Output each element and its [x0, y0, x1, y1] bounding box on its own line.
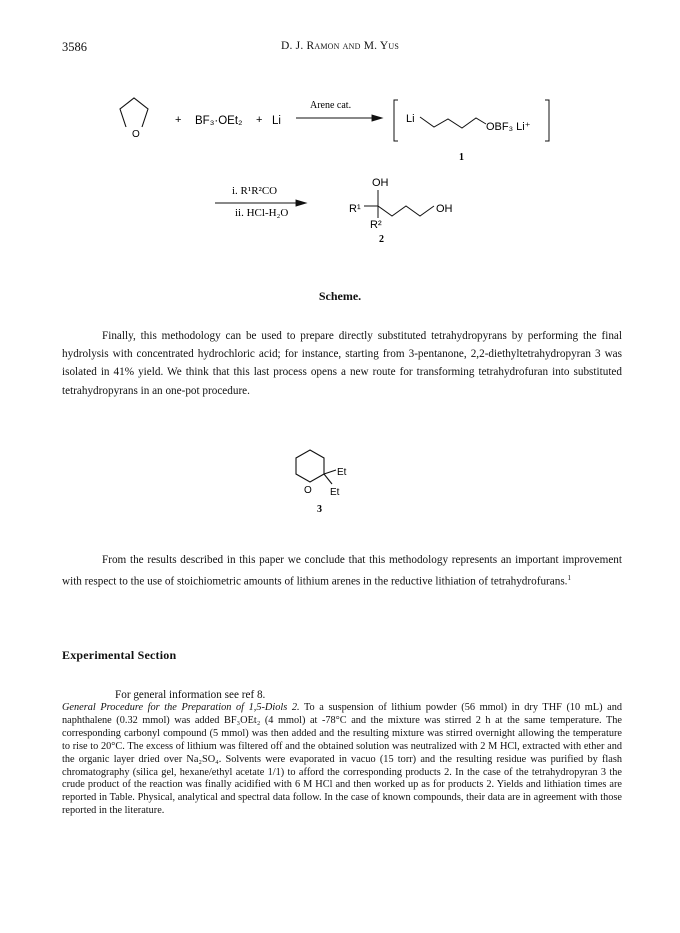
arrow-label-arene: Arene cat. — [310, 100, 352, 111]
product-oh-top: OH — [372, 177, 389, 189]
compound-2-label: 2 — [379, 234, 384, 245]
thf-structure — [120, 98, 148, 127]
bf3-reagent: BF₃·OEt₂ — [195, 115, 243, 127]
product-oh-end: OH — [436, 203, 453, 215]
thf-oxygen-label: O — [132, 129, 140, 140]
compound-3-ethyl-2: Et — [330, 487, 340, 498]
intermediate-obf3: OBF₃ Li⁺ — [486, 121, 531, 133]
product-r1: R¹ — [349, 203, 361, 215]
compound-3-label: 3 — [317, 504, 322, 515]
procedure-title: General Procedure for the Preparation of 1,5-Diols 2. — [62, 702, 300, 713]
compound-1-label: 1 — [459, 152, 464, 163]
plus-sign-2: + — [256, 114, 263, 126]
reaction-scheme — [0, 0, 680, 300]
reaction-arrow-1 — [296, 115, 382, 121]
reaction-arrow-2 — [215, 200, 306, 206]
paragraph-tetrahydropyrans: Finally, this methodology can be used to prepare directly substituted tetrahydropyrans by performing the final hydrolysis with concentrated hydrochloric acid; for instance, starting from 3-pentanone, 2,2-diethyltetrahydropyran 3 was isolated in 41% yield. We think that this last process opens a new route for transforming tetrahydrofuran into substituted tetrahydropyrans in an one-pot procedure. — [62, 330, 622, 397]
tetrahydropyran-ring — [296, 450, 336, 484]
scheme-caption: Scheme. — [318, 289, 362, 303]
product-diol-structure — [364, 190, 434, 218]
bracket-right — [545, 100, 549, 141]
compound-3-structure — [280, 440, 390, 520]
intermediate-li: Li — [406, 113, 415, 125]
intermediate-chain — [420, 117, 486, 128]
step-ii-label: ii. HCl-H₂O — [235, 207, 289, 219]
compound-3-ethyl-1: Et — [337, 467, 347, 478]
conclusion-text: From the results described in this paper we conclude that this methodology represents an important improvement with respect to the use of stoichiometric amounts of lithium arenes in the reductive lithiation of tetrahydrofurans. — [62, 554, 622, 588]
product-r2: R² — [370, 219, 382, 231]
procedure-text: To a suspension of lithium powder (56 mmol) in dry THF (10 mL) and naphthalene (0.32 mmol) was added BF₃OEt₂ (4 mmol) at -78°C and the mixture was stirred 2 h at the same temperature. The corresponding carbonyl compound (5 mmol) was then added and the resulting mixture was stirred overnight allowing the temperature to rise to 20°C. The excess of lithium was filtered off and the obtained solution was neutralized with 2 M HCl, extracted with ether and the organic layer dried over Na₂SO₄. Solvents were evaporated in vacuo (15 torr) and the resulting residue was purified by flash chromatography (silica gel, hexane/ethyl acetate 1/1) to afford the corresponding products 2. In the case of the tetrahydropyran 3 the crude product of the reaction was finally acidified with 6 M HCl and then worked up as for products 2. Yields and lithiation times are reported in Table. Physical, analytical and spectral data follow. In the case of known compounds, their data are in agreement with those reported in the literature. — [62, 702, 622, 817]
paragraph-conclusion — [62, 551, 622, 591]
compound-3-oxygen: O — [304, 485, 312, 496]
general-information-note: For general information see ref 8. — [115, 689, 266, 701]
experimental-procedure — [62, 702, 622, 818]
lithium-reagent: Li — [272, 115, 281, 127]
section-heading-experimental: Experimental Section — [62, 648, 177, 662]
reference-superscript: 1 — [567, 574, 571, 583]
running-header-authors: D. J. Ramon and M. Yus — [281, 40, 399, 52]
plus-sign-1: + — [175, 114, 182, 126]
bracket-left — [394, 100, 398, 141]
page-number: 3586 — [62, 40, 87, 54]
step-i-label: i. R¹R²CO — [232, 185, 278, 197]
